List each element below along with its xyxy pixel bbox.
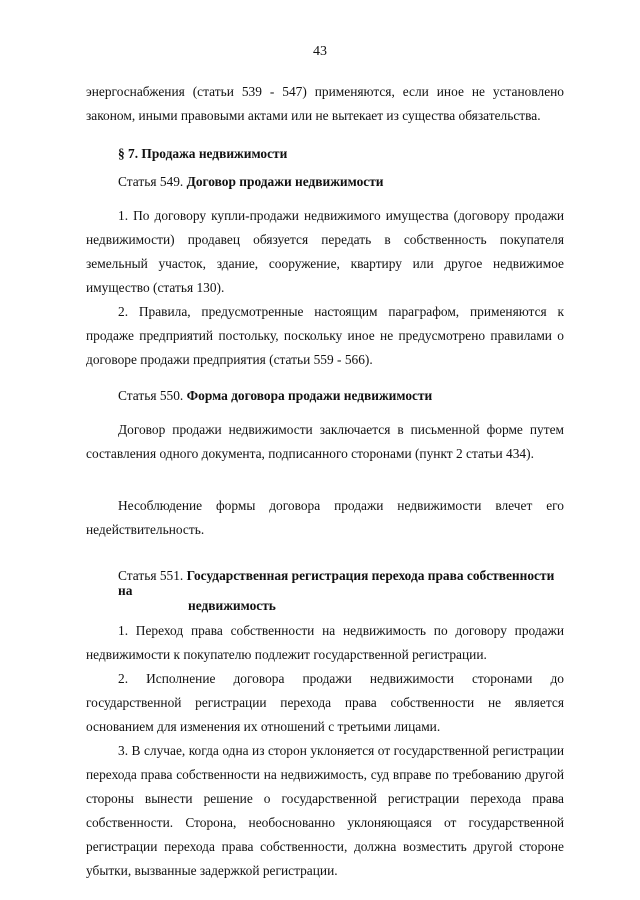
article-549-paragraph-1: 1. По договору купли-продажи недвижимого имущества (договору продажи недвижимости) продавец обязуется передать в собственность покупателя земельный участок, здание, сооружение, квартиру или другое недвижимое имущество (статья 130). <box>86 208 564 295</box>
article-549-prefix: Статья 549. <box>118 174 184 189</box>
article-551-heading <box>86 568 564 613</box>
article-551-paragraph-3: 3. В случае, когда одна из сторон уклоняется от государственной регистрации перехода права собственности на недвижимость, суд вправе по требованию другой стороны вынести решение о государственной регистрации перехода права собственности. Сторона, необоснованно уклоняющаяся от государственной регистрации перехода права собственности, должна возместить другой стороне убытки, вызванные задержкой регистрации. <box>86 743 564 878</box>
article-550-heading <box>86 384 564 408</box>
section-title: § 7. Продажа недвижимости <box>118 146 288 161</box>
article-549-title: Договор продажи недвижимости <box>186 174 384 189</box>
article-549-paragraph-2: 2. Правила, предусмотренные настоящим параграфом, применяются к продаже предприятий постольку, поскольку иное не предусмотрено правилами о договоре продажи предприятия (статьи 559 - 566). <box>86 304 564 367</box>
article-551-paragraph-1: 1. Переход права собственности на недвижимость по договору продажи недвижимости к покупателю подлежит государственной регистрации. <box>86 623 564 662</box>
article-550-prefix: Статья 550. <box>118 388 184 403</box>
article-550-paragraph-1: Договор продажи недвижимости заключается в письменной форме путем составления одного документа, подписанного сторонами (пункт 2 статьи 434). <box>86 422 564 461</box>
article-550-paragraph-2: Несоблюдение формы договора продажи недвижимости влечет его недействительность. <box>86 498 564 537</box>
article-551-prefix: Статья 551. <box>118 568 184 583</box>
article-551-title-line-1: Государственная регистрация перехода права собственности на <box>118 568 555 598</box>
article-549-heading <box>86 170 564 194</box>
article-550-title: Форма договора продажи недвижимости <box>186 388 433 403</box>
article-551-paragraph-2: 2. Исполнение договора продажи недвижимости сторонами до государственной регистрации перехода права собственности не является основанием для изменения их отношений с третьими лицами. <box>86 671 564 734</box>
page-number: 43 <box>313 44 327 59</box>
continuation-paragraph: энергоснабжения (статьи 539 - 547) применяются, если иное не установлено законом, иными правовыми актами или не вытекает из существа обязательства. <box>86 84 564 123</box>
document-body <box>86 80 564 883</box>
article-551-title-line-2: недвижимость <box>188 598 276 613</box>
